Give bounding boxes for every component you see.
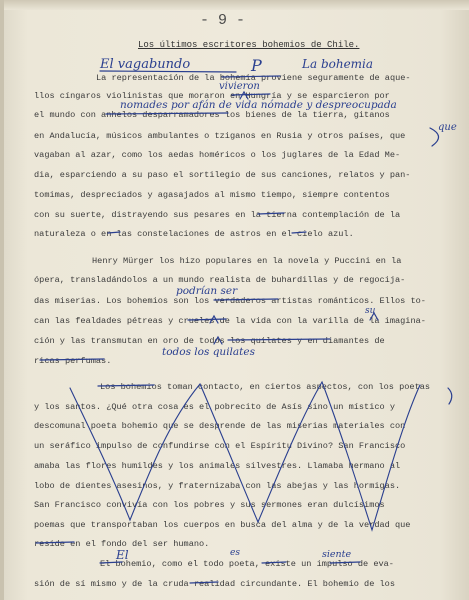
text-line: el mundo con anhelos desparramadores los bienes de la tierra, gitanos <box>34 110 390 120</box>
handwritten-insertion: podrían ser <box>176 285 238 297</box>
text-line: El bohemio, como el todo poeta, existe un impulso de eva- <box>100 559 394 569</box>
text-line: ópera, transladándolos a un mundo realista de buhardillas y de regocija- <box>34 275 406 285</box>
page-number: - 9 - <box>200 12 246 29</box>
text-line: vagaban al azar, como los aedas homéricos o los juglares de la Edad Me- <box>34 150 401 160</box>
handwritten-letter: P <box>251 56 262 75</box>
text-line: lobo de dientes asesinos, y fraternizaba con las abejas y las hormigas. <box>34 481 401 491</box>
text-line: sión de sí mismo y de la cruda realidad circundante. El bohemio de los <box>34 579 395 589</box>
paper-top-edge <box>0 0 469 10</box>
handwritten-insertion: nomades por afán de vida nómade y despreocupada <box>120 99 397 111</box>
bracket-con <box>448 388 452 404</box>
handwritten-insertion: es <box>230 548 240 558</box>
text-line: con su suerte, distrayendo sus pesares en la tierna contemplación de la <box>34 210 401 220</box>
text-line: can las fealdades pétreas y crueles de la vida con la varilla de la imagina- <box>34 316 426 326</box>
text-line: poemas que transportaban los cuerpos en busca del alma y de la verdad que <box>34 520 411 530</box>
paper-left-edge <box>0 0 4 600</box>
handwritten-insertion: que <box>438 122 457 133</box>
text-line: La representación de la bohemia proviene seguramente de aque- <box>96 73 411 83</box>
text-line: amaba las flores humildes y los animales silvestres. Llamaba hermano al <box>34 461 401 471</box>
handwritten-heading: El vagabundo <box>100 57 191 72</box>
text-line: ción y las transmutan en oro de todos los quilates y en diamantes de <box>34 336 385 346</box>
text-line: descomunal poeta bohemio que se desprende de las miserias materiales con <box>34 421 406 431</box>
handwritten-insertion: siente <box>322 549 352 560</box>
text-line: un seráfico impulso de confundirse con el Espíritu Divino? San Francisco <box>34 441 406 451</box>
handwritten-insertion: La bohemia <box>302 57 374 71</box>
handwritten-insertion: todos los quilates <box>162 346 255 358</box>
text-line: llos cíngaros violinistas que moraron en Hungría y se esparcieron por <box>34 91 390 101</box>
text-line: en Andalucía, músicos ambulantes o tziganos en Rusia y otros países, que <box>34 131 406 141</box>
text-line: reside en el fondo del ser humano. <box>34 539 210 549</box>
text-line: dia, esparciendo a su paso el sortilegio de sus canciones, relatos y pan- <box>34 170 411 180</box>
handwritten-insertion: vivieron <box>219 81 260 92</box>
text-line: naturaleza o en las constelaciones de astros en el cielo azul. <box>34 229 354 239</box>
handwritten-insertion: su <box>365 306 376 316</box>
page-title: Los últimos escritores bohemios de Chile. <box>138 40 360 50</box>
text-line: San Francisco convivía con los pobres y sus sermones eran dulcísimos <box>34 500 385 510</box>
text-line: Los bohemios toman contacto, en ciertos aspectos, con los poetas <box>100 382 431 392</box>
text-line: tomimas, despreciados y agasajados al mismo tiempo, siempre contentos <box>34 190 390 200</box>
text-line: das miserias. Los bohemios son los verdaderos artistas románticos. Ellos to- <box>34 296 426 306</box>
text-line: ricas perfumas. <box>34 356 112 366</box>
text-line: Henry Mürger los hizo populares en la novela y Puccini en la <box>92 256 402 266</box>
text-line: y los santos. ¿Qué otra cosa es el pobrecito de Asís sino un místico y <box>34 402 395 412</box>
handwritten-insertion: El <box>116 548 129 562</box>
